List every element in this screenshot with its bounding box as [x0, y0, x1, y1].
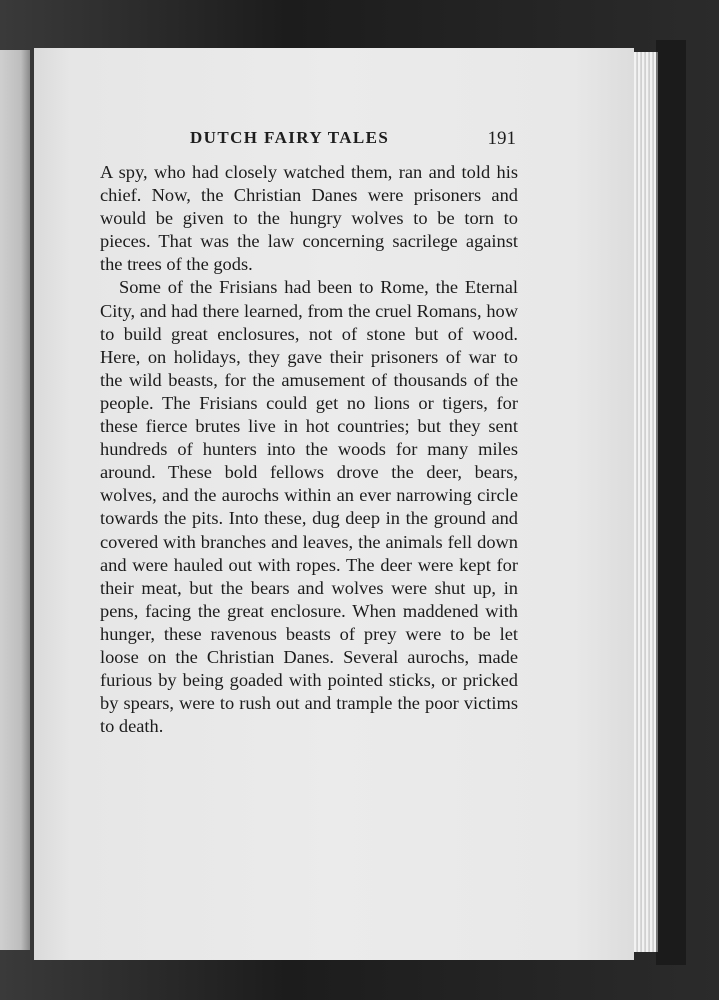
paragraph: A spy, who had closely watched them, ran and told his chief. Now, the Christian Danes were prisoners and would be given to the hungry wolves to be torn to pieces. That was the law concerning sacrilege against the trees of the gods. — [100, 162, 518, 275]
facing-page-edge — [0, 50, 30, 950]
page-block-edges — [634, 52, 658, 952]
page-number: 191 — [487, 128, 516, 149]
paragraph: Some of the Frisians had been to Rome, the Eternal City, and had there learned, from the cruel Romans, how to build great enclosures, not of stone but of wood. Here, on holidays, they gave their prisoners of war to the wild beasts, for the amusement of thousands of the people. The Frisians could get no lions or tigers, for these fierce brutes live in hot countries; but they sent hundreds of hunters into the woods for many miles around. These bold fellows drove the deer, bears, wolves, and the aurochs within an ever narrowing circle towards the pits. Into these, dug deep in the ground and covered with branches and leaves, the animals fell down and were hauled out with ropes. The deer were kept for their meat, but the bears and wolves were shut up, in pens, facing the great enclosure. When maddened with hunger, these ravenous beasts of prey were to be let loose on the Christian Danes. Several aurochs, made furious by being goaded with pointed sticks, or pricked by spears, were to rush out and trample the poor victims to death. — [100, 277, 518, 737]
book-cover-edge — [656, 40, 686, 965]
running-title: DUTCH FAIRY TALES — [190, 128, 390, 147]
body-text — [100, 161, 518, 738]
running-head — [100, 128, 518, 152]
